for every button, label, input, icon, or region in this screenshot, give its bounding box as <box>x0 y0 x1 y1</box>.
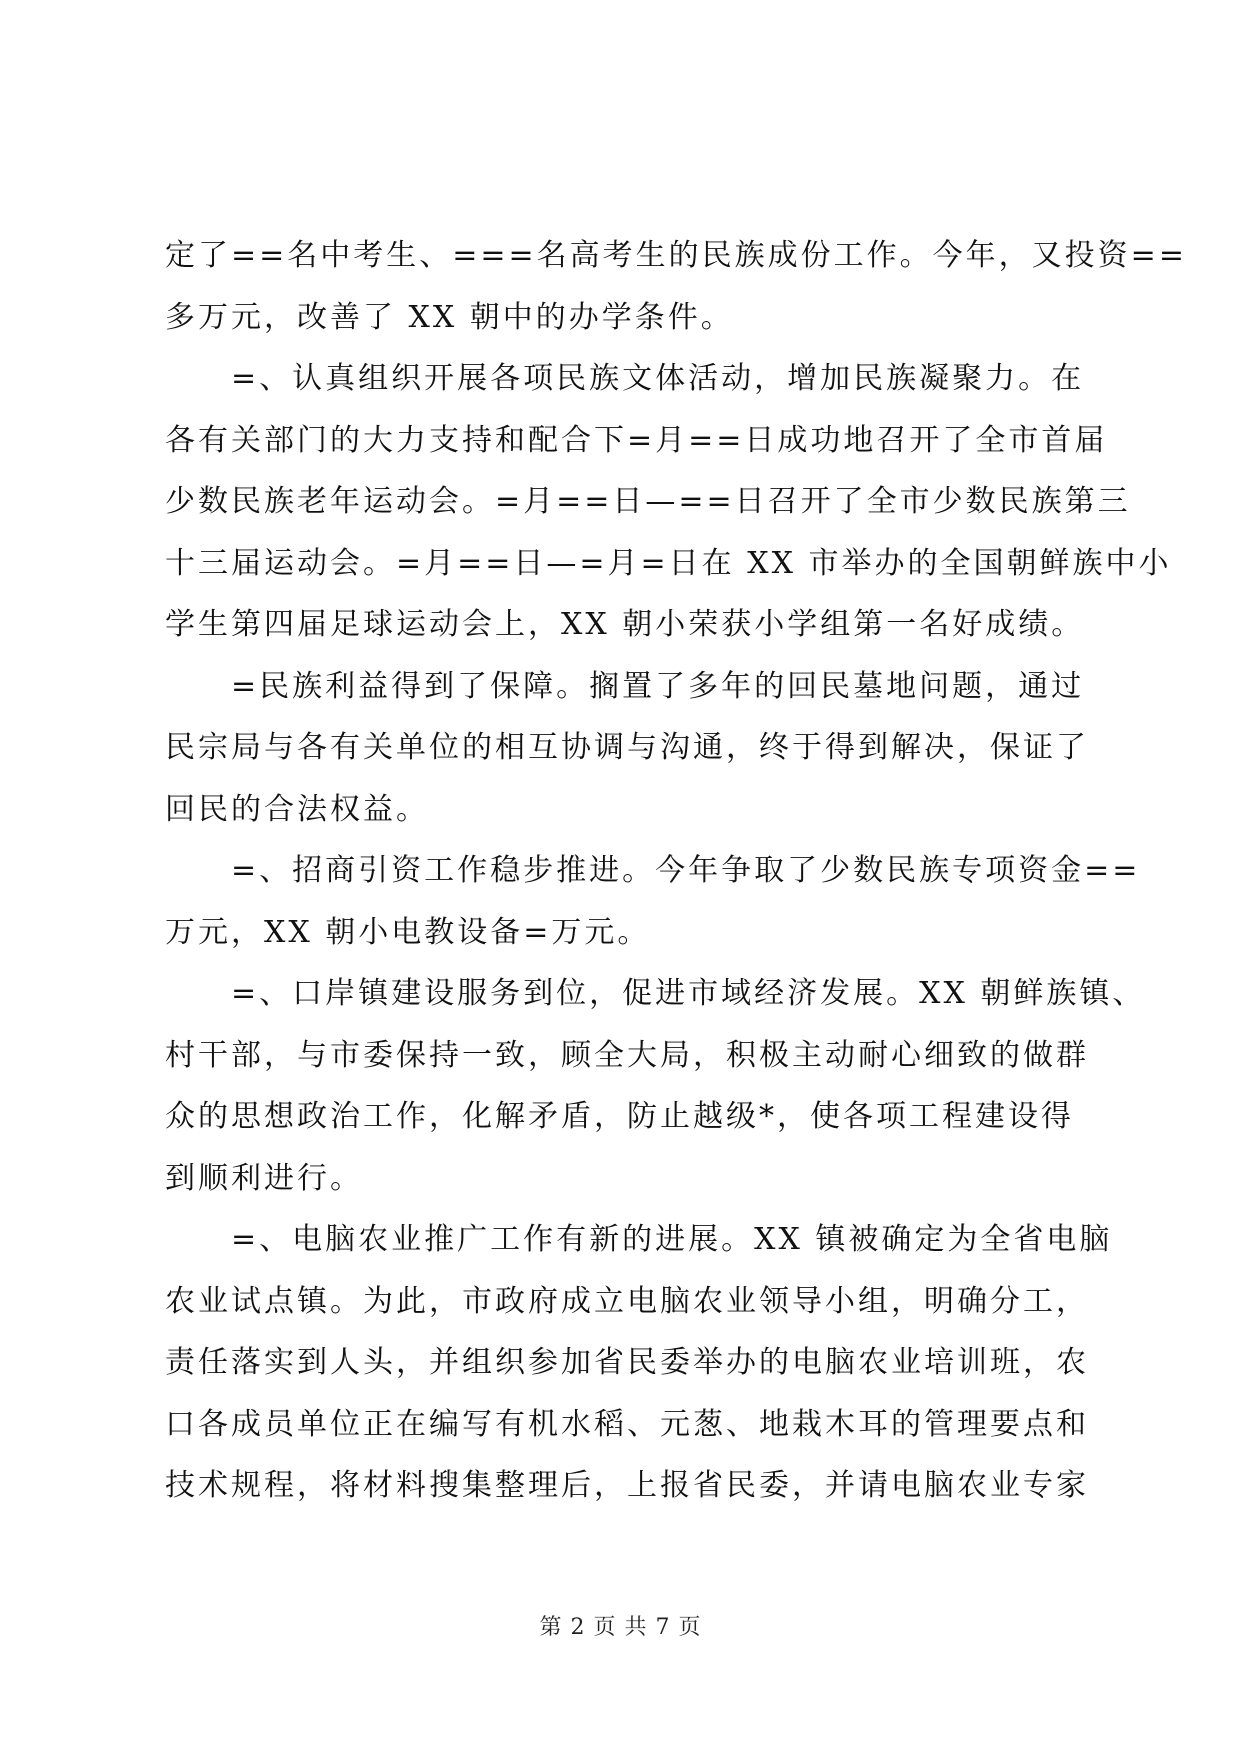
text-line: 万元，XX 朝小电教设备=万元。 <box>165 914 651 950</box>
paragraph-5 <box>165 963 1146 1209</box>
text-line: 责任落实到人头，并组织参加省民委举办的电脑农业培训班，农 <box>165 1345 1089 1380</box>
paragraph-1 <box>165 225 1187 348</box>
text-line: 多万元，改善了 XX 朝中的办学条件。 <box>165 299 734 335</box>
text-line: 民宗局与各有关单位的相互协调与沟通，终于得到解决，保证了 <box>165 730 1089 765</box>
text-line: 到顺利进行。 <box>165 1160 363 1196</box>
text-line: 村干部，与市委保持一致，顾全大局，积极主动耐心细致的做群 <box>165 1037 1089 1073</box>
text-line: 农业试点镇。为此，市政府成立电脑农业领导小组，明确分工， <box>165 1283 1089 1319</box>
text-line: =、招商引资工作稳步推进。今年争取了少数民族专项资金== <box>231 853 1141 888</box>
document-body <box>165 225 1187 1517</box>
page-number-footer: 第 2 页 共 7 页 <box>539 1615 702 1640</box>
text-line: =、口岸镇建设服务到位，促进市域经济发展。XX 朝鲜族镇、 <box>231 976 1146 1011</box>
text-line: 各有关部门的大力支持和配合下=月==日成功地召开了全市首届 <box>165 422 1108 458</box>
paragraph-4 <box>165 840 1141 963</box>
text-line: 众的思想政治工作，化解矛盾，防止越级*，使各项工程建设得 <box>165 1099 1074 1134</box>
text-line: =民族利益得到了保障。搁置了多年的回民墓地问题，通过 <box>231 668 1085 704</box>
paragraph-2 <box>165 348 1172 656</box>
text-line: =、电脑农业推广工作有新的进展。XX 镇被确定为全省电脑 <box>231 1222 1113 1257</box>
text-line: 少数民族老年运动会。=月==日—==日召开了全市少数民族第三 <box>165 484 1131 519</box>
text-line: 回民的合法权益。 <box>165 791 429 827</box>
paragraph-6 <box>165 1209 1113 1517</box>
text-line: 十三届运动会。=月==日—=月=日在 XX 市举办的全国朝鲜族中小 <box>165 545 1172 581</box>
text-line: 口各成员单位正在编写有机水稻、元葱、地栽木耳的管理要点和 <box>165 1406 1089 1442</box>
text-line: 学生第四届足球运动会上，XX 朝小荣获小学组第一名好成绩。 <box>165 607 1085 642</box>
text-line: 定了==名中考生、===名高考生的民族成份工作。今年，又投资== <box>165 238 1187 273</box>
paragraph-3 <box>165 656 1089 841</box>
text-line: =、认真组织开展各项民族文体活动，增加民族凝聚力。在 <box>231 361 1085 396</box>
text-line: 技术规程，将材料搜集整理后，上报省民委，并请电脑农业专家 <box>165 1468 1089 1503</box>
